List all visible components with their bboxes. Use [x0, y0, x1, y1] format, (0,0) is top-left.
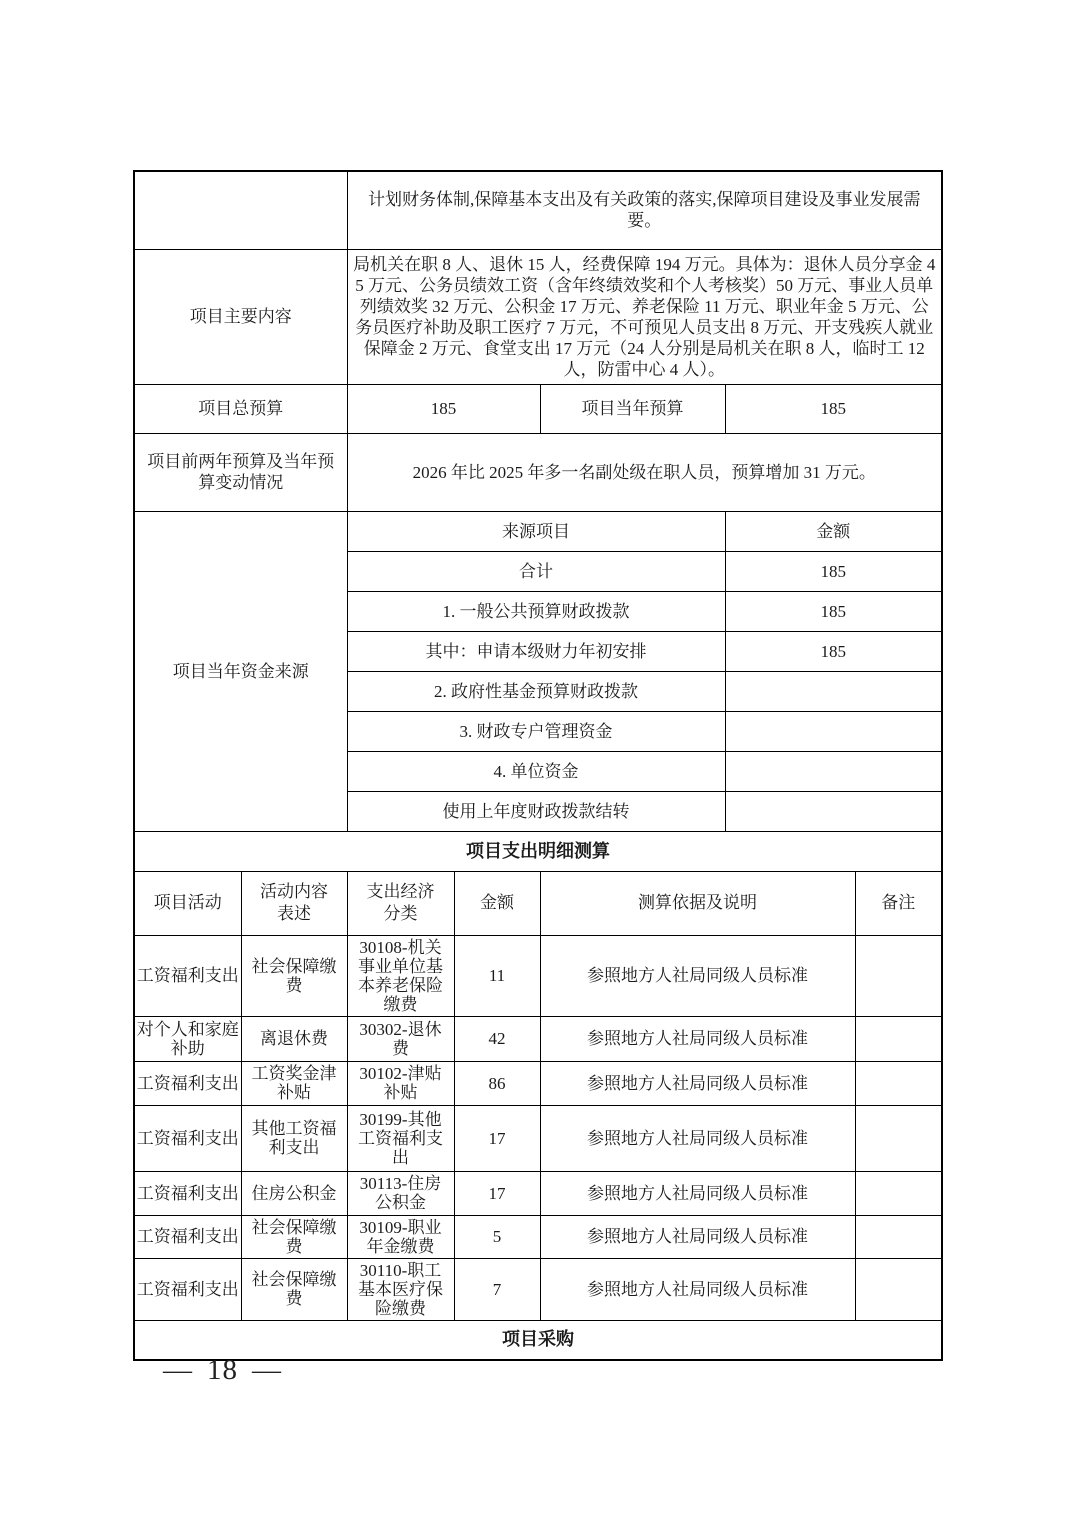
page-number-dash-right: —: [252, 1354, 282, 1386]
detail-remark: [855, 1215, 942, 1258]
detail-row: [134, 935, 942, 1016]
funding-source-name: 合计: [347, 551, 725, 591]
table-row: [134, 433, 942, 511]
detail-economic-class: 30199-其他工资福利支出: [347, 1105, 454, 1171]
detail-amount: 5: [454, 1215, 540, 1258]
budget-change-label: 项目前两年预算及当年预算变动情况: [134, 433, 347, 511]
detail-amount: 7: [454, 1258, 540, 1320]
detail-basis: 参照地方人社局同级人员标准: [540, 1061, 855, 1105]
detail-basis: 参照地方人社局同级人员标准: [540, 1105, 855, 1171]
budget-change-text: 2026 年比 2025 年多一名副处级在职人员，预算增加 31 万元。: [347, 433, 942, 511]
funding-source-name: 4. 单位资金: [347, 751, 725, 791]
detail-activity: 工资福利支出: [134, 1215, 241, 1258]
detail-economic-class: 30302-退休费: [347, 1016, 454, 1061]
table-row: [134, 171, 942, 249]
funding-amount: [725, 791, 942, 831]
funding-header-row: [134, 511, 942, 551]
detail-activity: 工资福利支出: [134, 1258, 241, 1320]
page-number: [163, 1354, 282, 1387]
detail-basis: 参照地方人社局同级人员标准: [540, 1171, 855, 1215]
detail-basis: 参照地方人社局同级人员标准: [540, 1016, 855, 1061]
funding-amount: [725, 671, 942, 711]
project-budget-table: [133, 170, 943, 1361]
detail-row: [134, 1016, 942, 1061]
budget-sheet: [133, 170, 943, 1361]
detail-economic-class: 30113-住房公积金: [347, 1171, 454, 1215]
detail-basis: 参照地方人社局同级人员标准: [540, 1258, 855, 1320]
detail-remark: [855, 1105, 942, 1171]
main-content-text: 局机关在职 8 人、退休 15 人，经费保障 194 万元。具体为：退休人员分享金 45 万元、公务员绩效工资（含年终绩效奖和个人考核奖）50 万元、事业人员单列绩效奖 32 万元、公积金 17 万元、养老保险 11 万元、职业年金 5 万元、公务员医疗补助及职工医疗 7 万元，不可预见人员支出 8 万元、开支残疾人就业保障金 2 万元、食堂支出 17 万元（24 人分别是局机关在职 8 人，临时工 12 人，防雷中心 4 人）。: [347, 249, 942, 384]
detail-row: [134, 1061, 942, 1105]
detail-economic-class: 30110-职工基本医疗保险缴费: [347, 1258, 454, 1320]
funding-amount: 185: [725, 631, 942, 671]
funding-amount-header: 金额: [725, 511, 942, 551]
detail-amount: 86: [454, 1061, 540, 1105]
col-header-economic-class: 支出经济分类: [347, 871, 454, 935]
detail-basis: 参照地方人社局同级人员标准: [540, 1215, 855, 1258]
funding-source-name: 3. 财政专户管理资金: [347, 711, 725, 751]
detail-description: 社会保障缴费: [241, 1258, 347, 1320]
detail-remark: [855, 1061, 942, 1105]
detail-activity: 工资福利支出: [134, 1171, 241, 1215]
detail-row: [134, 1258, 942, 1320]
detail-banner-row: [134, 831, 942, 871]
detail-remark: [855, 1258, 942, 1320]
detail-description: 社会保障缴费: [241, 935, 347, 1016]
total-budget-value: 185: [347, 384, 540, 433]
detail-activity: 工资福利支出: [134, 1105, 241, 1171]
procurement-banner: 项目采购: [134, 1320, 942, 1360]
year-budget-label: 项目当年预算: [540, 384, 725, 433]
detail-amount: 17: [454, 1105, 540, 1171]
detail-description: 其他工资福利支出: [241, 1105, 347, 1171]
detail-amount: 42: [454, 1016, 540, 1061]
funding-amount: 185: [725, 551, 942, 591]
detail-activity: 工资福利支出: [134, 935, 241, 1016]
funding-source-name: 其中：申请本级财力年初安排: [347, 631, 725, 671]
detail-description: 社会保障缴费: [241, 1215, 347, 1258]
continuation-text: 计划财务体制,保障基本支出及有关政策的落实,保障项目建设及事业发展需要。: [347, 171, 942, 249]
total-budget-label: 项目总预算: [134, 384, 347, 433]
col-header-amount: 金额: [454, 871, 540, 935]
funding-source-header: 来源项目: [347, 511, 725, 551]
detail-description: 工资奖金津补贴: [241, 1061, 347, 1105]
funding-label: 项目当年资金来源: [134, 511, 347, 831]
funding-source-name: 1. 一般公共预算财政拨款: [347, 591, 725, 631]
detail-row: [134, 1105, 942, 1171]
detail-economic-class: 30108-机关事业单位基本养老保险缴费: [347, 935, 454, 1016]
detail-economic-class: 30102-津贴补贴: [347, 1061, 454, 1105]
detail-remark: [855, 1171, 942, 1215]
col-header-basis: 测算依据及说明: [540, 871, 855, 935]
detail-economic-class: 30109-职业年金缴费: [347, 1215, 454, 1258]
detail-basis: 参照地方人社局同级人员标准: [540, 935, 855, 1016]
table-row: [134, 249, 942, 384]
table-row: [134, 384, 942, 433]
funding-source-name: 2. 政府性基金预算财政拨款: [347, 671, 725, 711]
detail-banner: 项目支出明细测算: [134, 831, 942, 871]
year-budget-value: 185: [725, 384, 942, 433]
col-header-description: 活动内容表述: [241, 871, 347, 935]
funding-amount: [725, 711, 942, 751]
detail-row: [134, 1171, 942, 1215]
detail-amount: 17: [454, 1171, 540, 1215]
detail-row: [134, 1215, 942, 1258]
funding-amount: [725, 751, 942, 791]
detail-activity: 工资福利支出: [134, 1061, 241, 1105]
detail-remark: [855, 935, 942, 1016]
main-content-label: 项目主要内容: [134, 249, 347, 384]
col-header-remark: 备注: [855, 871, 942, 935]
empty-label-cell: [134, 171, 347, 249]
detail-amount: 11: [454, 935, 540, 1016]
detail-remark: [855, 1016, 942, 1061]
detail-description: 离退休费: [241, 1016, 347, 1061]
page-number-dash-left: —: [163, 1354, 193, 1386]
funding-amount: 185: [725, 591, 942, 631]
detail-activity: 对个人和家庭补助: [134, 1016, 241, 1061]
funding-source-name: 使用上年度财政拨款结转: [347, 791, 725, 831]
detail-description: 住房公积金: [241, 1171, 347, 1215]
detail-header-row: [134, 871, 942, 935]
page-number-value: 18: [207, 1354, 238, 1386]
col-header-activity: 项目活动: [134, 871, 241, 935]
